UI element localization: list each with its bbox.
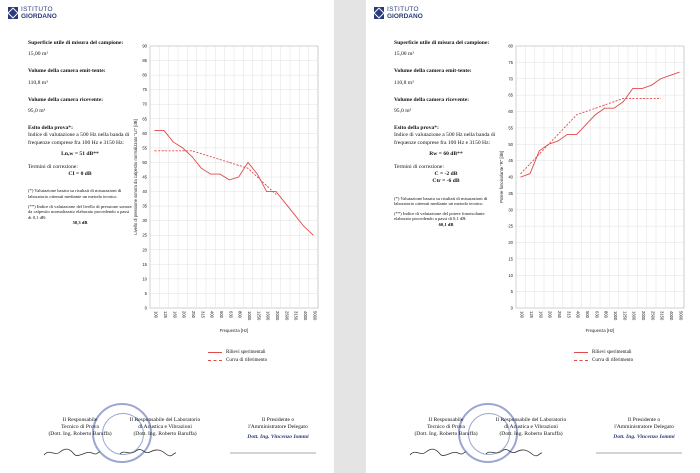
signature-responsabile-laboratorio: Il Responsabile del Laboratorio di Acustica e Vibrazioni (Dott. Ing. Roberto Baruffa) <box>129 417 201 437</box>
y-tick-label: 35 <box>508 190 513 196</box>
esito-label: Esito della prova*: <box>28 125 73 132</box>
surface-label: Superficie utile di misura del campione: <box>394 40 490 46</box>
reference-point <box>248 168 249 169</box>
correction-2: Ctr = -6 dB <box>432 178 460 185</box>
signature-responsabile-laboratorio: Il Responsabile del Laboratorio di Acustica e Vibrazioni (Dott. Ing. Roberto Baruffa) <box>495 417 567 437</box>
x-axis-label: Frequenza [Hz] <box>219 328 249 333</box>
measured-point <box>201 168 202 169</box>
legend-reference: Curva di riferimento <box>208 356 318 364</box>
y-tick-label: 15 <box>142 261 147 267</box>
impact-noise-chart-svg <box>128 38 328 333</box>
x-tick-label: 400 <box>209 311 215 318</box>
istituto-giordano-logo <box>374 6 423 20</box>
measured-point <box>248 162 249 163</box>
x-tick-label: 2000 <box>641 311 646 321</box>
y-tick-label: 40 <box>142 189 147 195</box>
surface-value: 15,00 m² <box>394 51 415 58</box>
emit-volume-label: Volume della camera emit-tente: <box>28 68 106 75</box>
measured-point <box>660 78 661 79</box>
measured-point <box>164 130 165 131</box>
y-tick-label: 20 <box>142 247 147 253</box>
reference-point <box>558 134 559 135</box>
measured-point <box>679 72 680 73</box>
handwritten-signature <box>42 445 102 457</box>
x-tick-label: 1000 <box>247 311 252 321</box>
reference-point <box>623 98 624 99</box>
x-tick-label: 630 <box>594 311 600 318</box>
y-tick-label: 25 <box>142 232 147 238</box>
measured-point <box>313 235 314 236</box>
measured-point <box>192 156 193 157</box>
measured-point <box>220 174 221 175</box>
logo-line2: GIORDANO <box>21 13 57 20</box>
recv-volume-label: Volume della camera ricevente: <box>394 96 470 103</box>
y-tick-label: 80 <box>142 72 147 78</box>
measured-point <box>642 88 643 89</box>
signature-presidente: Il Presidente o l'Amministratore Delegato Dott. Ing. Vincenzo Iommi <box>594 417 694 441</box>
measured-point <box>173 142 174 143</box>
reference-point <box>173 150 174 151</box>
measured-point <box>632 88 633 89</box>
measured-point <box>670 75 671 76</box>
y-tick-label: 10 <box>142 276 147 282</box>
y-tick-label: 80 <box>508 43 513 49</box>
y-tick-label: 55 <box>142 145 147 151</box>
emit-volume-value: 110,8 m³ <box>394 79 414 86</box>
x-tick-label: 125 <box>529 311 534 318</box>
reference-point <box>530 164 531 165</box>
report-page-impact <box>0 0 334 473</box>
x-tick-label: 500 <box>219 311 224 318</box>
reference-point <box>632 98 633 99</box>
footnote-2: (**) Indice di valutazione del potere fonoisolante elaborato procedendo a passi di 0,1 dB: <box>394 210 485 222</box>
measured-point <box>586 124 587 125</box>
x-tick-label: 400 <box>575 311 581 318</box>
reference-point <box>238 165 239 166</box>
x-tick-label: 1250 <box>622 311 628 321</box>
signature-responsabile-tecnico: Il Responsabile Tecnico di Prova (Dott. Ing. Roberto Baruffa) <box>414 417 478 437</box>
reference-point <box>266 185 267 186</box>
result-value: Ln,w = 51 dB** <box>61 150 99 157</box>
measured-point <box>294 214 295 215</box>
reference-point <box>210 156 211 157</box>
y-tick-label: 65 <box>508 92 513 98</box>
emit-volume-value: 110,8 m³ <box>28 79 48 86</box>
y-tick-label: 60 <box>142 130 147 136</box>
measured-point <box>558 141 559 142</box>
correction-1: CI = 0 dB <box>68 171 92 178</box>
measured-point <box>539 150 540 151</box>
y-tick-label: 75 <box>508 59 513 65</box>
reference-point <box>548 144 549 145</box>
x-tick-label: 2500 <box>284 311 290 321</box>
y-tick-label: 30 <box>508 207 513 213</box>
x-tick-label: 3150 <box>293 311 299 321</box>
reference-point <box>276 194 277 195</box>
x-tick-label: 2000 <box>275 311 280 321</box>
reference-point <box>539 154 540 155</box>
istituto-giordano-logo <box>8 6 57 20</box>
x-tick-label: 1000 <box>613 311 618 321</box>
signature-responsabile-tecnico: Il Responsabile Tecnico di Prova (Dott. Ing. Roberto Baruffa) <box>48 417 112 437</box>
y-axis-label: Potere fonoisolante "R" [dB] <box>499 151 504 203</box>
footnote-2-value: 50,3 dB <box>72 220 88 226</box>
correction-label: Termini di correzione: <box>394 164 444 171</box>
reference-point <box>220 159 221 160</box>
x-tick-label: 1600 <box>265 311 271 321</box>
y-tick-label: 5 <box>144 290 147 296</box>
x-tick-label: 4000 <box>669 311 674 321</box>
measured-point <box>520 177 521 178</box>
x-tick-label: 160 <box>538 311 544 318</box>
y-tick-label: 30 <box>142 218 147 224</box>
legend-reference: Curva di riferimento <box>574 356 684 364</box>
measured-point <box>257 174 258 175</box>
x-tick-label: 125 <box>163 311 168 318</box>
recv-volume-value: 95,0 m³ <box>28 108 46 115</box>
legend-measured: Rilievi sperimentali <box>574 348 684 356</box>
report-page-airborne <box>366 0 700 473</box>
measured-point <box>614 108 615 109</box>
x-tick-label: 5000 <box>312 311 318 321</box>
recv-volume-value: 95,0 m³ <box>394 108 412 115</box>
chart-legend <box>208 348 318 364</box>
x-tick-label: 1600 <box>631 311 637 321</box>
y-tick-label: 70 <box>508 76 513 82</box>
reference-point <box>520 173 521 174</box>
surface-value: 15,00 m² <box>28 51 49 58</box>
measured-point <box>604 108 605 109</box>
y-tick-label: 25 <box>508 223 513 229</box>
measured-point <box>266 191 267 192</box>
handwritten-signature-3 <box>594 445 684 457</box>
reference-point <box>614 101 615 102</box>
x-tick-label: 315 <box>566 311 572 318</box>
measured-point <box>276 191 277 192</box>
reference-point <box>257 177 258 178</box>
reference-point <box>164 150 165 151</box>
esito-text: Indice di valutazione a 500 Hz nella banda di frequenze comprese fra 100 Hz e 3150 Hz: <box>394 132 496 146</box>
impact-noise-chart <box>128 38 328 333</box>
x-tick-label: 200 <box>181 311 187 318</box>
signature-block <box>0 395 334 473</box>
x-tick-label: 800 <box>603 311 609 318</box>
y-tick-label: 90 <box>142 43 147 49</box>
sound-reduction-chart-svg <box>494 38 694 333</box>
measured-point <box>567 134 568 135</box>
y-tick-label: 45 <box>508 158 513 164</box>
handwritten-signature <box>408 445 468 457</box>
sound-reduction-chart <box>494 38 694 333</box>
y-tick-label: 85 <box>142 58 147 64</box>
measured-point <box>576 134 577 135</box>
y-tick-label: 20 <box>508 240 513 245</box>
y-tick-label: 50 <box>142 159 147 165</box>
recv-volume-label: Volume della camera ricevente: <box>28 96 104 103</box>
reference-point <box>567 124 568 125</box>
correction-label: Termini di correzione: <box>28 164 78 171</box>
measured-point <box>304 226 305 227</box>
signature-presidente: Il Presidente o l'Amministratore Delegato Dott. Ing. Vincenzo Iommi <box>228 417 328 441</box>
measured-point <box>623 101 624 102</box>
x-axis-label: Frequenza [Hz] <box>585 328 615 333</box>
y-tick-label: 5 <box>510 289 513 295</box>
logo-line1: ISTITUTO <box>21 6 53 13</box>
logo-line1: ISTITUTO <box>387 6 419 13</box>
y-tick-label: 40 <box>508 174 513 180</box>
y-tick-label: 45 <box>142 174 147 180</box>
presidente-name: Dott. Ing. Vincenzo Iommi <box>613 434 675 440</box>
y-tick-label: 65 <box>142 116 147 122</box>
y-tick-label: 15 <box>508 256 513 262</box>
x-tick-label: 2500 <box>650 311 656 321</box>
reference-point <box>182 150 183 151</box>
reference-point <box>604 105 605 106</box>
measured-point <box>238 177 239 178</box>
reference-point <box>651 98 652 99</box>
logo-mark-icon <box>374 7 384 19</box>
handwritten-signature-3 <box>228 445 318 457</box>
x-tick-label: 4000 <box>303 311 308 321</box>
footnote-1: (*) Valutazione basata su risultati di misurazioni di laboratorio ottenuti mediante un metodo tecnico. <box>28 188 122 200</box>
x-tick-label: 100 <box>519 311 525 318</box>
x-tick-label: 315 <box>200 311 206 318</box>
presidente-name: Dott. Ing. Vincenzo Iommi <box>247 434 309 440</box>
chart-legend <box>574 348 684 364</box>
measured-point <box>285 203 286 204</box>
measured-point <box>210 174 211 175</box>
handwritten-signature-2 <box>118 445 178 457</box>
logo-mark-icon <box>8 7 18 19</box>
reference-point <box>660 98 661 99</box>
reference-point <box>576 114 577 115</box>
y-axis-label: Livello di pressione sonora da calpestio normalizzato "Ln" [dB] <box>133 119 138 235</box>
test-details <box>28 40 132 226</box>
legend-measured: Rilievi sperimentali <box>208 348 318 356</box>
x-tick-label: 5000 <box>678 311 684 321</box>
x-tick-label: 630 <box>228 311 234 318</box>
reference-point <box>229 162 230 163</box>
footnote-1: (*) Valutazione basata su risultati di misurazioni di laboratorio ottenuti mediante un metodo tecnico. <box>394 195 488 207</box>
result-value: Rw = 60 dB** <box>429 150 463 157</box>
esito-text: Indice di valutazione a 500 Hz nella banda di frequenze comprese fra 100 Hz e 3150 Hz: <box>28 132 130 146</box>
y-tick-label: 35 <box>142 203 147 209</box>
x-tick-label: 250 <box>557 311 562 318</box>
reference-point <box>154 150 155 151</box>
surface-label: Superficie utile di misura del campione: <box>28 40 124 46</box>
y-tick-label: 50 <box>508 141 513 147</box>
measured-point <box>595 114 596 115</box>
reference-point <box>192 150 193 151</box>
reference-point <box>586 111 587 112</box>
x-tick-label: 160 <box>172 311 178 318</box>
x-tick-label: 800 <box>237 311 243 318</box>
reference-point <box>642 98 643 99</box>
emit-volume-label: Volume della camera emit-tente: <box>394 68 472 75</box>
y-tick-label: 75 <box>142 87 147 93</box>
measured-point <box>154 130 155 131</box>
y-tick-label: 10 <box>508 272 513 278</box>
handwritten-signature-2 <box>484 445 544 457</box>
x-tick-label: 3150 <box>659 311 665 321</box>
x-tick-label: 500 <box>585 311 590 318</box>
y-tick-label: 0 <box>144 305 147 311</box>
signature-block <box>366 395 700 473</box>
y-tick-label: 60 <box>508 109 513 114</box>
reference-point <box>595 108 596 109</box>
measured-point <box>530 173 531 174</box>
y-tick-label: 70 <box>142 101 147 107</box>
measured-point <box>182 147 183 148</box>
y-tick-label: 55 <box>508 125 513 131</box>
measured-point <box>651 85 652 86</box>
footnote-2-value: 60,1 dB <box>438 222 454 228</box>
x-tick-label: 250 <box>191 311 196 318</box>
x-tick-label: 100 <box>153 311 159 318</box>
x-tick-label: 200 <box>547 311 553 318</box>
logo-line2: GIORDANO <box>387 13 423 20</box>
test-details <box>394 40 498 228</box>
x-tick-label: 1250 <box>256 311 262 321</box>
correction-1: C = -2 dB <box>434 171 458 178</box>
reference-point <box>201 153 202 154</box>
footnote-2: (**) Indice di valutazione del livello di pressione sonora da calpestio normalizzato elaborato procedendo a passi di 0,1 dB: <box>28 203 132 220</box>
esito-label: Esito della prova*: <box>394 125 439 132</box>
y-tick-label: 0 <box>510 305 513 311</box>
measured-point <box>229 180 230 181</box>
